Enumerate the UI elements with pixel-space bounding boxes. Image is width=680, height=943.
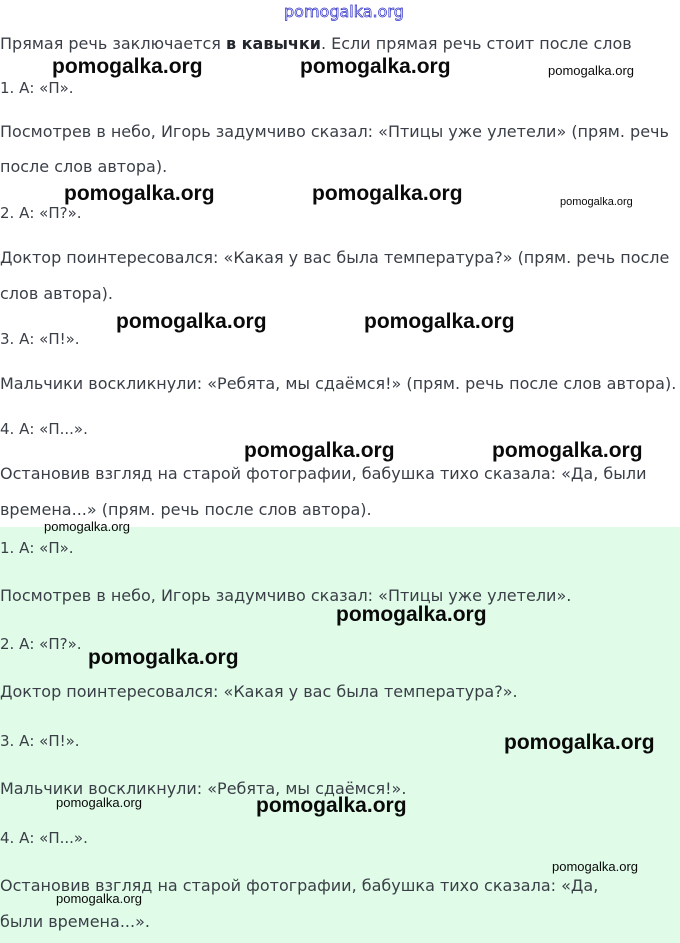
watermark: pomogalka.org xyxy=(256,794,407,817)
example-line: Доктор поинтересовался: «Какая у вас была температура?» (прям. речь после xyxy=(0,248,670,267)
watermark: pomogalka.org xyxy=(64,182,215,205)
intro-text: Прямая речь заключается в кавычки. Если прямая речь стоит после слов xyxy=(0,34,632,53)
watermark: pomogalka.org xyxy=(300,55,451,78)
example-line: слов автора). xyxy=(0,284,113,303)
watermark: pomogalka.org xyxy=(548,63,634,78)
watermark: pomogalka.org xyxy=(560,196,633,208)
example-line: Мальчики воскликнули: «Ребята, мы сдаёмся!». xyxy=(0,779,407,798)
watermark: pomogalka.org xyxy=(492,439,643,462)
example-line: после слов автора). xyxy=(0,157,168,176)
example-line: Посмотрев в небо, Игорь задумчиво сказал: «Птицы уже улетели». xyxy=(0,586,572,605)
scheme-label: 1. А: «П». xyxy=(0,539,74,557)
scheme-label: 4. А: «П...». xyxy=(0,420,88,438)
watermark: pomogalka.org xyxy=(44,519,130,534)
scheme-label: 1. А: «П». xyxy=(0,79,74,97)
scheme-label: 2. А: «П?». xyxy=(0,204,82,222)
example-line: Посмотрев в небо, Игорь задумчиво сказал: «Птицы уже улетели» (прям. речь xyxy=(0,122,669,141)
watermark: pomogalka.org xyxy=(52,55,203,78)
watermark: pomogalka.org xyxy=(336,603,487,626)
watermark: pomogalka.org xyxy=(312,182,463,205)
watermark: pomogalka.org xyxy=(116,310,267,333)
example-line: Доктор поинтересовался: «Какая у вас была температура?». xyxy=(0,682,518,701)
example-line: Остановив взгляд на старой фотографии, бабушка тихо сказала: «Да, были xyxy=(0,464,647,483)
scheme-label: 2. А: «П?». xyxy=(0,635,82,653)
site-logo: pomogalka.org xyxy=(284,2,404,21)
watermark: pomogalka.org xyxy=(552,859,638,874)
scheme-label: 3. А: «П!». xyxy=(0,330,80,348)
example-line: времена...» (прям. речь после слов автора). xyxy=(0,500,372,519)
scheme-label: 3. А: «П!». xyxy=(0,732,80,750)
example-line: были времена...». xyxy=(0,912,150,931)
example-line: Остановив взгляд на старой фотографии, бабушка тихо сказала: «Да, xyxy=(0,876,599,895)
watermark: pomogalka.org xyxy=(504,731,655,754)
watermark: pomogalka.org xyxy=(56,891,142,906)
watermark: pomogalka.org xyxy=(88,646,239,669)
watermark: pomogalka.org xyxy=(56,795,142,810)
example-line: Мальчики воскликнули: «Ребята, мы сдаёмся!» (прям. речь после слов автора). xyxy=(0,374,677,393)
scheme-label: 4. А: «П...». xyxy=(0,829,88,847)
watermark: pomogalka.org xyxy=(364,310,515,333)
watermark: pomogalka.org xyxy=(244,439,395,462)
